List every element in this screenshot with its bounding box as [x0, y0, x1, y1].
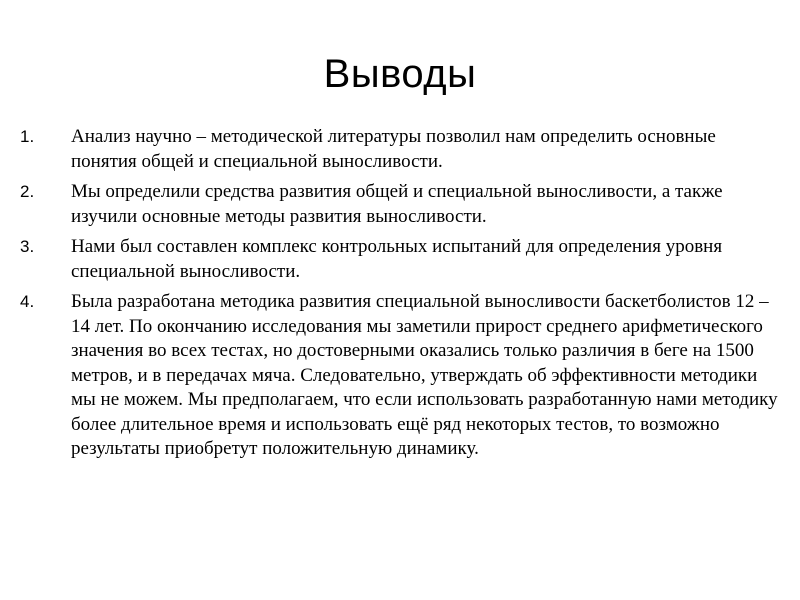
conclusion-item-1: [20, 125, 780, 174]
conclusion-item-4: [20, 290, 780, 462]
item-text: Мы определили средства развития общей и специальной выносливости, а также изучили основные методы развития выносливости.: [71, 181, 723, 227]
item-text: Анализ научно – методической литературы позволил нам определить основные понятия общей и специальной выносливости.: [71, 126, 716, 172]
slide-title: Выводы: [323, 52, 477, 96]
conclusions-list: [20, 125, 780, 468]
item-number: 2.: [20, 182, 35, 201]
item-number: 4.: [20, 292, 35, 311]
item-text: Нами был составлен комплекс контрольных испытаний для определения уровня специальной выносливости.: [71, 236, 723, 282]
conclusion-item-3: [20, 235, 780, 284]
conclusion-item-2: [20, 180, 780, 229]
item-text: Была разработана методика развития специальной выносливости баскетболистов 12 – 14 лет. По окончанию исследования мы заметили прирост среднего арифметического значения во всех тестах, но достоверными оказались только различия в беге на 1500 метров, и в передачах мяча. Следовательно, утверждать об эффективности методики мы не можем. Мы предполагаем, что если использовать разработанную нами методику более длительное время и использовать ещё ряд некоторых тестов, то возможно результаты приобретут положительную динамику.: [71, 291, 778, 459]
item-number: 1.: [20, 127, 35, 146]
item-number: 3.: [20, 237, 35, 256]
